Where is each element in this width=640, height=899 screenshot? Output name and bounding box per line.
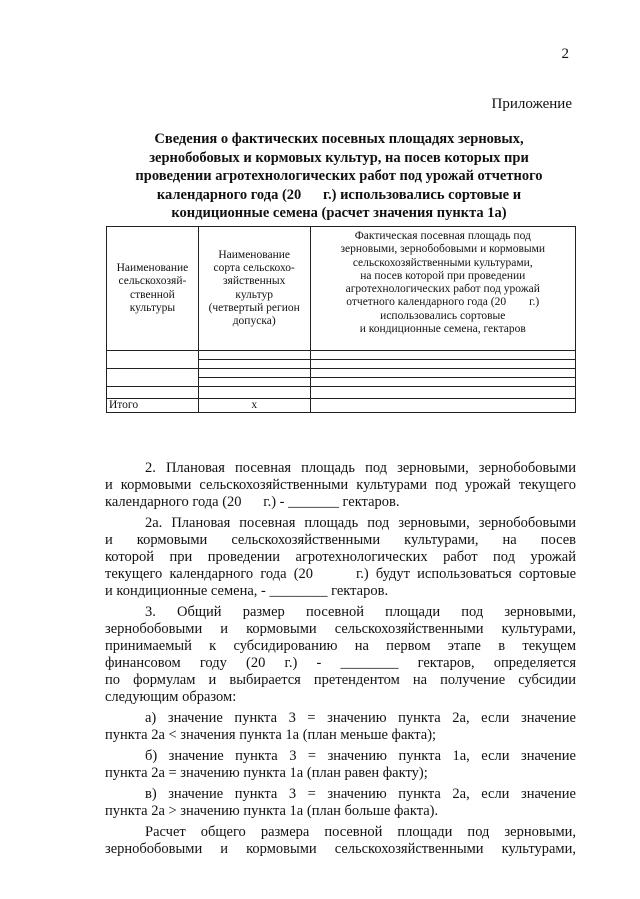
title-line: проведении агротехнологических работ под урожай отчетного — [135, 168, 543, 184]
table-header-row — [107, 227, 576, 351]
table-cell — [310, 351, 575, 360]
table-cell — [310, 360, 575, 369]
table-row — [107, 351, 576, 360]
document-title — [100, 130, 578, 223]
title-line: Сведения о фактических посевных площадях зерновых, — [154, 131, 524, 147]
paragraph-3: 3. Общий размер посевной площади под зерновыми, зернобобовыми и кормовыми сельскохозяйственными культурами, принимаемый к субсидированию на первом этапе в текущем финансовом году (20 г.) - ________ гектаров, определяется по формулам и выбирается претендентом на получение субсидии следующим образом: — [105, 604, 576, 705]
table-row — [107, 387, 576, 399]
appendix-label: Приложение — [491, 96, 572, 112]
paragraph-3v: в) значение пункта 3 = значению пункта 2а, если значение пункта 2а > значению пункта 1а (план больше факта). — [105, 786, 576, 819]
paragraph-calculation: Расчет общего размера посевной площади под зерновыми, зернобобовыми и кормовыми сельскохозяйственными культурами, — [105, 824, 576, 857]
title-line: календарного года (20 г.) использовались сортовые и — [156, 186, 522, 203]
table-row — [107, 369, 576, 378]
table-cell — [107, 387, 199, 399]
table-cell — [198, 351, 310, 360]
table-cell — [198, 378, 310, 387]
table-cell — [107, 351, 199, 369]
table-cell — [310, 387, 575, 399]
body-text — [105, 460, 576, 858]
table-cell — [198, 360, 310, 369]
table-cell — [310, 369, 575, 378]
table-total-row — [107, 399, 576, 413]
paragraph-2: 2. Плановая посевная площадь под зерновыми, зернобобовыми и кормовыми сельскохозяйственными культурами под урожай текущего календарного года (20 г.) - _______ гектаров. — [105, 460, 576, 510]
table-cell — [310, 399, 575, 413]
total-col2: х — [198, 399, 310, 413]
paragraph-3b: б) значение пункта 3 = значению пункта 1а, если значение пункта 2а = значению пункта 1а (план равен факту); — [105, 748, 576, 781]
title-line: кондиционные семена (расчет значения пункта 1а) — [171, 205, 507, 221]
header-variety-name: Наименование сорта сельскохо- зяйственных культур (четвертый регион допуска) — [198, 227, 310, 351]
paragraph-2a: 2а. Плановая посевная площадь под зерновыми, зернобобовыми и кормовыми сельскохозяйственными культурами, на посев которой при проведении агротехнологических работ под урожай текущего календарного года (20 г.) будут использоваться сортовые и кондиционные семена, - ________ гектаров. — [105, 515, 576, 599]
header-actual-area: Фактическая посевная площадь под зерновыми, зернобобовыми и кормовыми сельскохозяйственными культурами, на посев которой при проведении агротехнологических работ под урожай отчетного календарного года (20 г.) использовались сортовые и кондиционные семена, гектаров — [310, 227, 575, 351]
header-crop-name: Наименование сельскохозяй- ственной культуры — [107, 227, 199, 351]
sown-area-table — [106, 226, 576, 413]
table-cell — [107, 369, 199, 387]
table-cell — [310, 378, 575, 387]
title-line: зернобобовых и кормовых культур, на посев которых при — [149, 149, 529, 166]
total-label: Итого — [107, 399, 199, 413]
table-cell — [198, 387, 310, 399]
table-cell — [198, 369, 310, 378]
page-number: 2 — [561, 46, 569, 62]
paragraph-3a: а) значение пункта 3 = значению пункта 2а, если значение пункта 2а < значения пункта 1а (план меньше факта); — [105, 710, 576, 743]
